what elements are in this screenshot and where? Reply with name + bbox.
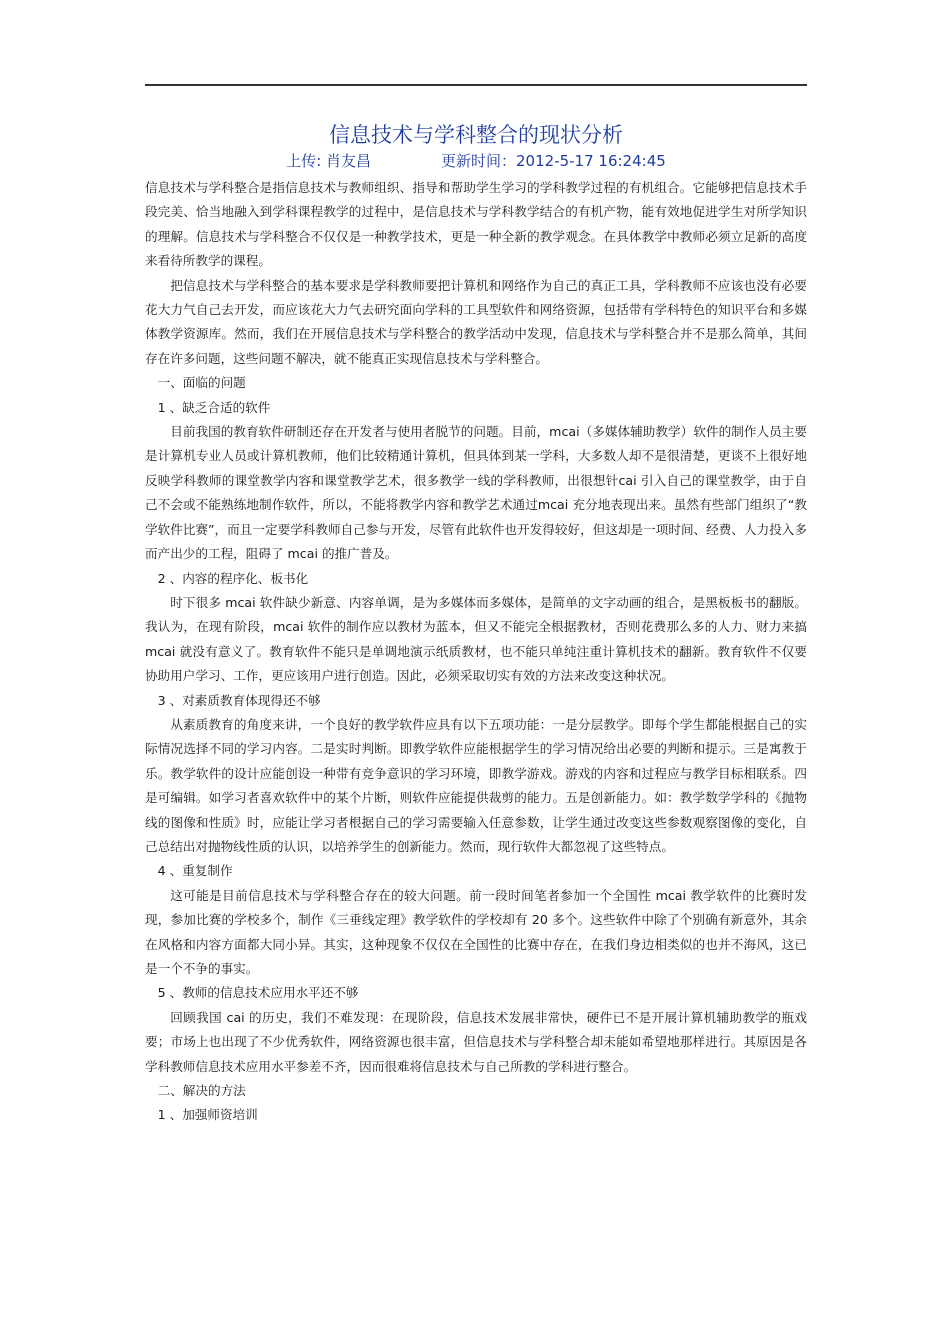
header-divider	[145, 84, 807, 86]
section-heading: 二、解决的方法	[157, 1083, 246, 1099]
paragraph: 回顾我国 cai 的历史，我们不难发现：在现阶段，信息技术发展非常快，硬件已不是开展计算机辅助教学的瓶戏要；市场上也出现了不少优秀软件，网络资源也很丰富，但信息技术与学科整合却未能如希望地那样进行。其原因是各学科教师信息技术应用水平参差不齐，因而很难将信息技术与自己所教的学科进行整合。	[145, 1009, 807, 1074]
document-meta	[145, 149, 807, 173]
paragraph: 从素质教育的角度来讲，一个良好的教学软件应具有以下五项功能：一是分层教学。即每个学生都能根据自己的实际情况选择不同的学习内容。二是实时判断。即教学软件应能根据学生的学习情况给出必要的判断和提示。三是寓教于乐。教学软件的设计应能创设一种带有竞争意识的学习环境，即教学游戏。游戏的内容和过程应与教学目标相联系。四是可编辑。如学习者喜欢软件中的某个片断，则软件应能提供裁剪的能力。五是创新能力。如：教学数学学科的《抛物线的图像和性质》时，应能让学习者根据自己的学习需要输入任意参数，让学生通过改变这些参数观察图像的变化，自己总结出对抛物线性质的认识，以培养学生的创新能力。然而，现行软件大都忽视了这些特点。	[145, 716, 807, 854]
section-heading: 一、面临的问题	[157, 375, 246, 391]
section-heading: 4 、重复制作	[157, 863, 233, 879]
paragraph: 把信息技术与学科整合的基本要求是学科教师要把计算机和网络作为自己的真正工具，学科教师不应该也没有必要花大力气自己去开发，而应该花大力气去研究面向学科的工具型软件和网络资源，包括带有学科特色的知识平台和多媒体教学资源库。然而，我们在开展信息技术与学科整合的教学活动中发现，信息技术与学科整合并不是那么简单，其间存在许多问题，这些问题不解决，就不能真正实现信息技术与学科整合。	[145, 277, 807, 366]
section-heading: 1 、加强师资培训	[157, 1107, 258, 1123]
paragraph: 时下很多 mcai 软件缺少新意、内容单调，是为多媒体而多媒体，是简单的文字动画的组合，是黑板板书的翻版。我认为，在现有阶段，mcai 软件的制作应以教材为蓝本，但又不能完全根据教材，否则花费那么多的人力、财力来搞 mcai 就没有意义了。教育软件不能只是单调地演示纸质教材，也不能只单纯注重计算机技术的翻新。教育软件不仅要协助用户学习、工作，更应该用户进行创造。因此，必须采取切实有效的方法来改变这种状况。	[145, 594, 807, 684]
section-heading: 5 、教师的信息技术应用水平还不够	[157, 985, 359, 1001]
paragraph: 这可能是目前信息技术与学科整合存在的较大问题。前一段时间笔者参加一个全国性 mcai 教学软件的比赛时发现，参加比赛的学校多个，制作《三垂线定理》教学软件的学校却有 20 多个。这些软件中除了个别确有新意外，其余在风格和内容方面都大同小异。其实，这种现象不仅仅在全国性的比赛中存在，在我们身边相类似的也并不海风，这已是一个不争的事实。	[145, 887, 807, 976]
document-title: 信息技术与学科整合的现状分析	[329, 123, 623, 147]
paragraph: 目前我国的教育软件研制还存在开发者与使用者脱节的问题。目前，mcai（多媒体辅助教学）软件的制作人员主要是计算机专业人员或计算机教师，他们比较精通计算机，但具体到某一学科，大多数人却不是很清楚，更谈不上很好地反映学科教师的课堂教学内容和课堂教学艺术，很多教学一线的学科教师，出很想针cai 引入自己的课堂教学，由于自己不会或不能熟练地制作软件，所以，不能将教学内容和教学艺术通过mcai 充分地表现出来。虽然有些部门组织了“教学软件比赛”，而且一定要学科教师自己参与开发，尽管有此软件也开发得较好，但这却是一项时间、经费、人力投入多而产出少的工程，阻碍了 mcai 的推广普及。	[145, 424, 807, 562]
paragraph: 信息技术与学科整合是指信息技术与教师组织、指导和帮助学生学习的学科教学过程的有机组合。它能够把信息技术手段完美、恰当地融入到学科课程教学的过程中，是信息技术与学科教学结合的有机产物，能有效地促进学生对所学知识的理解。信息技术与学科整合不仅仅是一种教学技术，更是一种全新的教学观念。在具体教学中教师必须立足新的高度来看待所教学的课程。	[145, 180, 807, 269]
section-heading: 3 、对素质教育体现得还不够	[157, 692, 321, 708]
document-body	[145, 176, 807, 1128]
uploader-label: 上传: 肖友昌	[286, 152, 372, 170]
update-time-label: 更新时间：2012-5-17 16:24:45	[441, 152, 666, 170]
section-heading: 1 、缺乏合适的软件	[157, 399, 271, 415]
section-heading: 2 、内容的程序化、板书化	[157, 570, 309, 586]
